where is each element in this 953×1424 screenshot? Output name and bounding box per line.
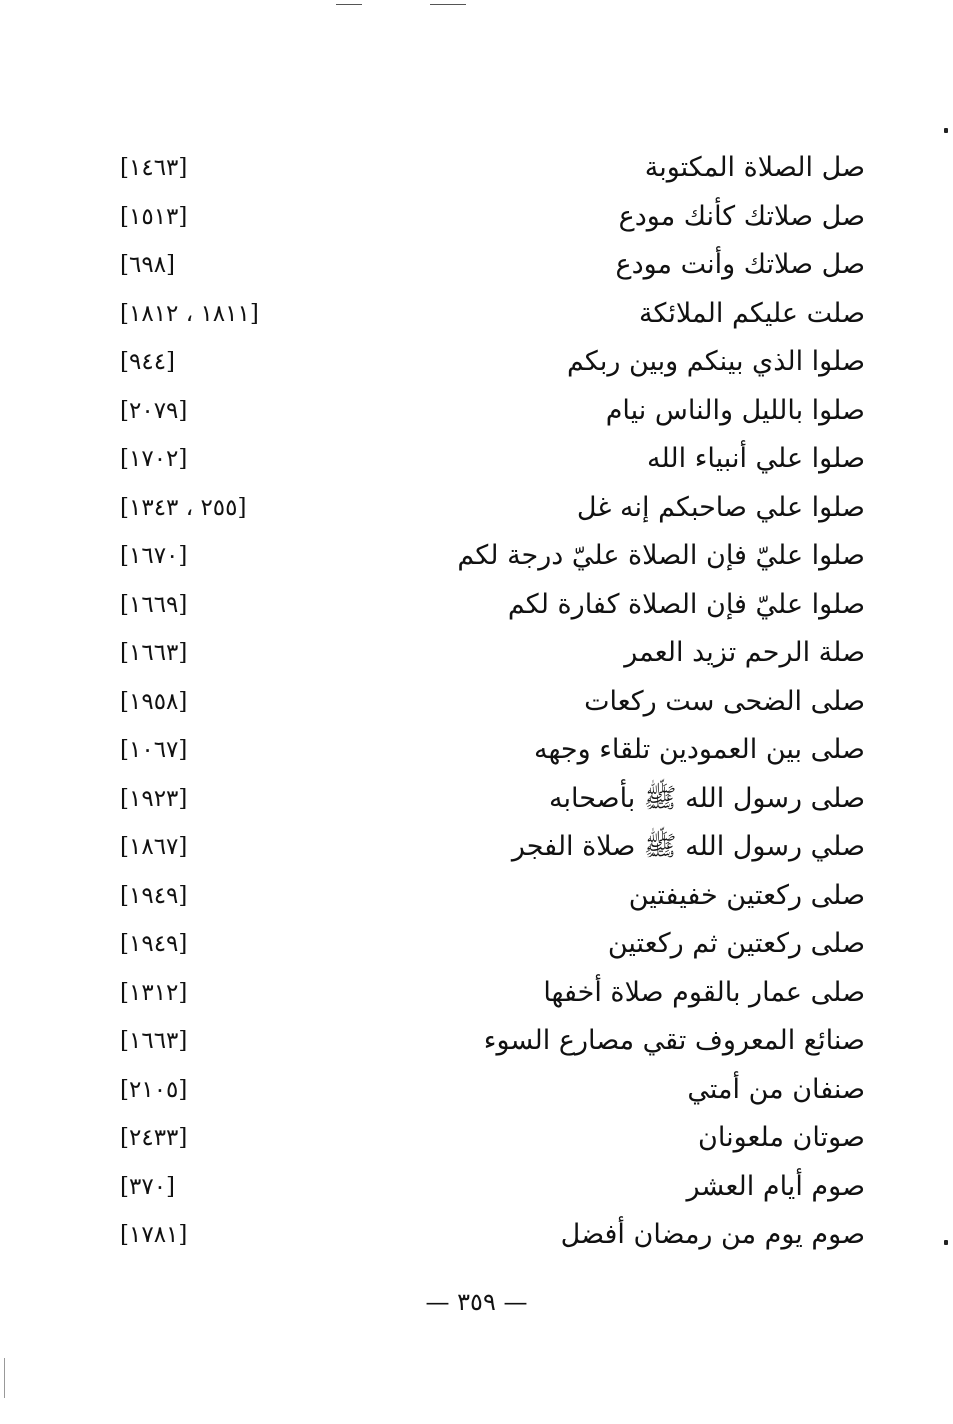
index-entry [0, 1165, 953, 1214]
index-entry [0, 583, 953, 632]
index-entry [0, 195, 953, 244]
page-number: — ٣٥٩ — [425, 1288, 528, 1316]
entry-text: صلت عليكم الملائكة [639, 297, 865, 329]
index-entry [0, 1213, 953, 1262]
index-entry [0, 631, 953, 680]
index-entry [0, 680, 953, 729]
index-entry [0, 1068, 953, 1117]
entry-text: صنفان من أمتي [687, 1073, 865, 1105]
entry-text: صل صلاتك كأنك مودع [618, 200, 865, 232]
entry-text: صوم أيام العشر [686, 1170, 865, 1202]
entry-ref: [١٣١٢] [120, 979, 188, 1006]
index-entry [0, 292, 953, 341]
entry-text: صلوا علي صاحبكم إنه غل [576, 491, 865, 523]
top-rule-left [336, 4, 362, 5]
entry-text: صنائع المعروف تقي مصارع السوء [483, 1025, 865, 1056]
index-entry [0, 777, 953, 826]
index-entry [0, 971, 953, 1020]
entry-ref: [٦٩٨] [120, 252, 176, 278]
entry-ref: [١٩٤٩] [120, 931, 188, 957]
index-entry [0, 243, 953, 292]
entry-ref: [١٠٦٧] [120, 737, 188, 763]
entry-ref: [١٦٦٣] [120, 640, 188, 666]
hadith-index-list [0, 146, 953, 1262]
entry-ref: [٢٤٣٣] [120, 1125, 188, 1151]
entry-ref: [٢٠٧٩] [120, 397, 188, 424]
entry-text: صلوا عليّ فإن الصلاة عليّ درجة لكم [457, 540, 865, 571]
entry-ref: [١٨١١ ، ١٨١٢] [120, 300, 259, 327]
entry-ref: [١٦٦٣] [120, 1028, 188, 1054]
index-entry [0, 874, 953, 923]
margin-dot-top [944, 128, 948, 133]
entry-text: صلى رسول الله ﷺ بأصحابه [549, 782, 865, 814]
index-entry [0, 1116, 953, 1165]
index-entry [0, 922, 953, 971]
entry-text: صلوا بالليل والناس نيام [605, 394, 865, 426]
entry-ref: [١٩٤٩] [120, 882, 188, 909]
top-rule-right [430, 4, 466, 5]
entry-ref: [١٩٢٣] [120, 785, 188, 812]
entry-ref: [١٥١٣] [120, 203, 188, 230]
entry-ref: [٣٧٠] [120, 1173, 176, 1200]
entry-text: صلة الرحم تزيد العمر [624, 637, 865, 668]
entry-text: صلى ركعتين خفيفتين [628, 879, 865, 911]
entry-ref: [١٧٠٢] [120, 446, 188, 472]
entry-text: صلوا علي أنبياء الله [647, 443, 865, 474]
entry-text: صل صلاتك وأنت مودع [615, 249, 865, 280]
entry-text: صلى الضحى ست ركعات [584, 685, 865, 717]
entry-text: صلى بين العمودين تلقاء وجهه [533, 734, 865, 765]
entry-text: صل الصلاة المكتوبة [644, 152, 865, 183]
entry-text: صلوا الذي بينكم وبين ربكم [566, 346, 865, 377]
index-entry [0, 437, 953, 486]
index-entry [0, 389, 953, 438]
index-entry [0, 146, 953, 195]
entry-text: صلى عمار بالقوم صلاة أخفها [543, 976, 865, 1008]
index-entry [0, 1019, 953, 1068]
index-entry [0, 486, 953, 535]
index-entry [0, 534, 953, 583]
entry-ref: [١٤٦٣] [120, 155, 188, 181]
entry-ref: [١٨٦٧] [120, 834, 188, 860]
entry-ref: [١٦٦٩] [120, 591, 188, 618]
entry-ref: [١٩٥٨] [120, 688, 188, 715]
entry-text: صلى ركعتين ثم ركعتين [607, 928, 865, 959]
entry-text: صوم يوم من رمضان أفضل [560, 1219, 865, 1250]
entry-ref: [٩٤٤] [120, 349, 176, 375]
index-entry [0, 825, 953, 874]
entry-text: صلي رسول الله ﷺ صلاة الفجر [511, 831, 865, 862]
entry-ref: [١٧٨١] [120, 1222, 188, 1248]
index-entry [0, 340, 953, 389]
entry-ref: [٢٥٥ ، ١٣٤٣] [120, 494, 247, 521]
entry-text: صلوا عليّ فإن الصلاة كفارة لكم [507, 588, 865, 620]
entry-ref: [٢١٠٥] [120, 1076, 188, 1103]
index-entry [0, 728, 953, 777]
margin-line [4, 1358, 5, 1398]
entry-text: صوتان ملعونان [698, 1122, 865, 1153]
entry-ref: [١٦٧٠] [120, 543, 188, 569]
